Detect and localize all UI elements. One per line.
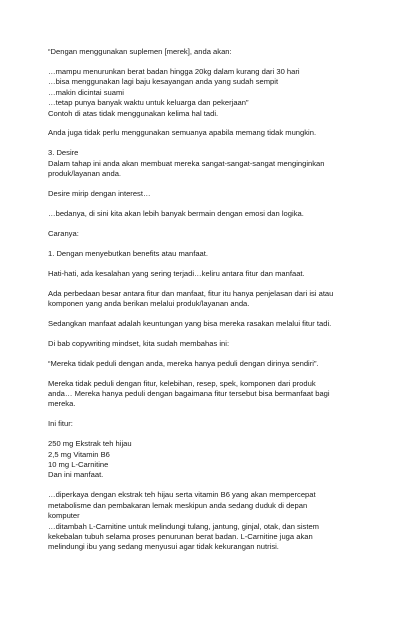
- text-line: Caranya:: [48, 228, 79, 238]
- paragraph: [48, 339, 378, 349]
- paragraph: [48, 419, 378, 429]
- paragraph: [48, 209, 378, 219]
- paragraph: [48, 319, 378, 329]
- text-line: …bedanya, di sini kita akan lebih banyak bermain dengan emosi dan logika.: [48, 208, 304, 218]
- text-line: …makin dicintai suami: [48, 87, 124, 97]
- text-line: 2,5 mg Vitamin B6: [48, 449, 110, 459]
- text-line: komponen yang anda berikan melalui produk/layanan anda.: [48, 299, 250, 308]
- document-body: [48, 47, 378, 562]
- text-line: …mampu menurunkan berat badan hingga 20kg dalam kurang dari 30 hari: [48, 66, 300, 76]
- text-line: 3. Desire: [48, 148, 79, 158]
- paragraph: [48, 128, 378, 138]
- paragraph: [48, 67, 378, 119]
- text-line: komputer: [48, 511, 80, 521]
- text-line: Dan ini manfaat.: [48, 470, 104, 480]
- paragraph: [48, 490, 378, 552]
- text-line: …ditambah L-Carnitine untuk melindungi tulang, jantung, ginjal, otak, dan sistem: [48, 521, 320, 531]
- text-line: metabolisme dan pembakaran lemak meskipun anda sedang duduk di depan: [48, 500, 308, 510]
- paragraph: [48, 379, 378, 410]
- paragraph: [48, 359, 378, 369]
- text-line: 250 mg Ekstrak teh hijau: [48, 439, 132, 449]
- paragraph: [48, 229, 378, 239]
- paragraph: [48, 289, 378, 310]
- text-line: Dalam tahap ini anda akan membuat mereka sangat-sangat-sangat menginginkan: [48, 158, 325, 168]
- text-line: melindungi ibu yang sedang menyusui agar tidak kekurangan nutrisi.: [48, 542, 279, 552]
- text-line: kekebalan tubuh selama proses penurunan berat badan. L-Carnitine juga akan: [48, 532, 313, 541]
- text-line: “Dengan menggunakan suplemen [merek], anda akan:: [48, 47, 232, 56]
- text-line: Anda juga tidak perlu menggunakan semuanya apabila memang tidak mungkin.: [48, 128, 317, 138]
- text-line: anda… Mereka hanya peduli dengan bagaimana fitur tersebut bisa bermanfaat bagi: [48, 389, 330, 399]
- paragraph: [48, 269, 378, 279]
- text-line: Ini fitur:: [48, 419, 73, 429]
- text-line: Contoh di atas tidak menggunakan kelima hal tadi.: [48, 108, 219, 118]
- text-line: “Mereka tidak peduli dengan anda, mereka hanya peduli dengan dirinya sendiri”.: [48, 358, 319, 368]
- paragraph: [48, 148, 378, 179]
- text-line: …diperkaya dengan ekstrak teh hijau serta vitamin B6 yang akan mempercepat: [48, 490, 316, 500]
- text-line: 10 mg L-Carnitine: [48, 460, 109, 470]
- text-line: produk/layanan anda.: [48, 169, 122, 179]
- paragraph: [48, 439, 378, 481]
- paragraph: [48, 249, 378, 259]
- text-line: Di bab copywriting mindset, kita sudah membahas ini:: [48, 338, 230, 348]
- text-line: Hati-hati, ada kesalahan yang sering terjadi…keliru antara fitur dan manfaat.: [48, 268, 305, 278]
- text-line: …tetap punya banyak waktu untuk keluarga dan pekerjaan”: [48, 98, 249, 108]
- text-line: Desire mirip dengan interest…: [48, 189, 151, 199]
- text-line: …bisa menggunakan lagi baju kesayangan anda yang sudah sempit: [48, 77, 279, 87]
- paragraph: [48, 47, 378, 57]
- paragraph: [48, 189, 378, 199]
- text-line: 1. Dengan menyebutkan benefits atau manfaat.: [48, 248, 208, 258]
- text-line: Ada perbedaan besar antara fitur dan manfaat, fitur itu hanya penjelasan dari isi atau: [48, 288, 334, 298]
- text-line: Sedangkan manfaat adalah keuntungan yang bisa mereka rasakan melalui fitur tadi.: [48, 318, 332, 328]
- text-line: Mereka tidak peduli dengan fitur, kelebihan, resep, spek, komponen dari produk: [48, 378, 316, 388]
- text-line: mereka.: [48, 399, 76, 409]
